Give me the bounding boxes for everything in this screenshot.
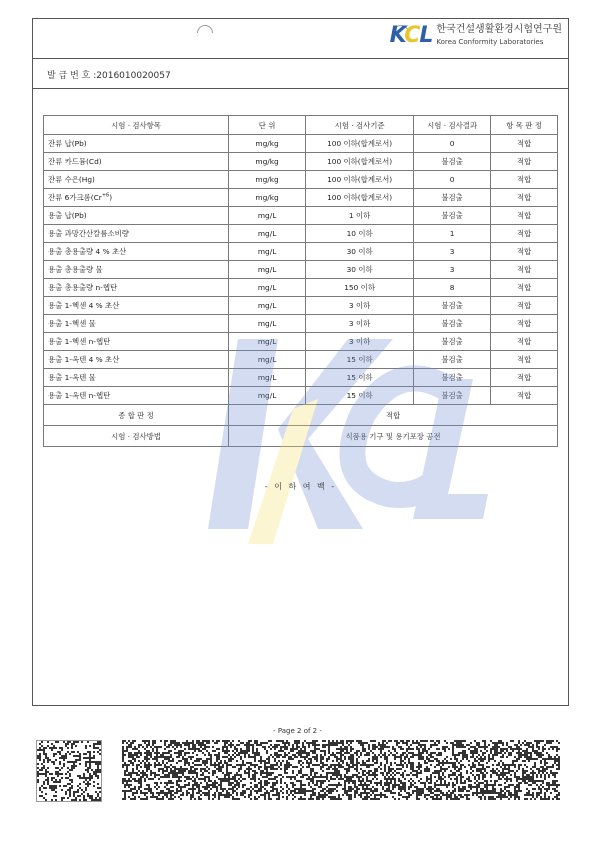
issue-number [47,68,171,81]
table-row [44,315,558,333]
judgment-cell: 적합 [491,225,558,243]
standard-cell: 15 이하 [306,387,414,405]
table-row [44,369,558,387]
test-item-cell [44,279,229,297]
col-header-item: 시험 · 검사항목 [44,116,229,135]
standard-cell: 10 이하 [306,225,414,243]
page-number: - Page 2 of 2 - [273,727,322,735]
standard-cell: 30 이하 [306,261,414,279]
test-item-cell [44,387,229,405]
judgment-cell: 적합 [491,387,558,405]
judgment-cell: 적합 [491,351,558,369]
test-item-name: 용출 총용출량 n-헵탄 [48,283,118,292]
result-cell: 불검출 [414,153,491,171]
col-header-result: 시험 · 검사결과 [414,116,491,135]
punch-hole-mark [197,25,213,33]
standard-cell: 100 이하(합계로서) [306,153,414,171]
document-header [33,19,568,59]
result-cell: 3 [414,243,491,261]
unit-cell: mg/L [229,225,306,243]
test-item-name: 잔류 수은(Hg) [48,175,95,184]
test-item-cell [44,243,229,261]
result-cell: 불검출 [414,387,491,405]
test-item-name-end: ) [109,193,113,202]
issue-number-value: 2016010020057 [96,71,171,81]
test-item-name: 용출 1-헥센 4 % 초산 [48,301,120,310]
test-method-label: 시험 · 검사방법 [44,426,229,447]
unit-cell: mg/kg [229,171,306,189]
col-header-judgment: 항 목 판 정 [491,116,558,135]
test-item-cell [44,189,229,207]
test-item-name: 용출 1-옥텐 4 % 초산 [48,355,120,364]
unit-cell: mg/kg [229,189,306,207]
unit-cell: mg/L [229,315,306,333]
judgment-cell: 적합 [491,207,558,225]
judgment-cell: 적합 [491,171,558,189]
test-item-name: 용출 1-헥센 n-헵탄 [48,337,111,346]
result-cell: 3 [414,261,491,279]
kcl-logo [390,23,562,48]
judgment-cell: 적합 [491,261,558,279]
issue-number-label: 발 급 번 호 : [47,71,97,81]
test-item-name: 잔류 카드뮴(Cd) [48,157,102,166]
test-item-cell [44,369,229,387]
table-row [44,189,558,207]
judgment-cell: 적합 [491,315,558,333]
unit-cell: mg/kg [229,135,306,153]
test-item-cell [44,207,229,225]
document-frame [32,18,569,706]
security-barcode [122,740,560,800]
table-row [44,171,558,189]
result-cell: 불검출 [414,333,491,351]
result-cell: 8 [414,279,491,297]
result-cell: 1 [414,225,491,243]
table-row [44,207,558,225]
test-item-cell [44,351,229,369]
unit-cell: mg/L [229,351,306,369]
security-code-small [36,740,102,802]
standard-cell: 15 이하 [306,369,414,387]
issue-number-row [33,59,568,89]
test-item-cell [44,261,229,279]
table-row [44,279,558,297]
test-results-table [43,115,558,447]
table-row [44,387,558,405]
table-row [44,225,558,243]
test-item-name: 용출 총용출량 물 [48,265,103,274]
test-method-value: 식품용 기구 및 용기포장 공전 [229,426,558,447]
standard-cell: 150 이하 [306,279,414,297]
judgment-cell: 적합 [491,153,558,171]
judgment-cell: 적합 [491,297,558,315]
result-cell: 불검출 [414,351,491,369]
standard-cell: 30 이하 [306,243,414,261]
test-item-cell [44,171,229,189]
result-cell: 불검출 [414,189,491,207]
org-name-english: Korea Conformity Laboratories [436,37,544,46]
end-of-content-note: - 이 하 여 백 - [264,482,337,491]
standard-cell: 1 이하 [306,207,414,225]
unit-cell: mg/L [229,333,306,351]
standard-cell: 3 이하 [306,297,414,315]
unit-cell: mg/L [229,387,306,405]
overall-judgment-value: 적합 [229,405,558,426]
result-cell: 0 [414,135,491,153]
test-item-cell [44,153,229,171]
overall-judgment-row [44,405,558,426]
col-header-standard: 시험 · 검사기준 [306,116,414,135]
unit-cell: mg/kg [229,153,306,171]
logo-mark: KCL [389,23,433,48]
table-header-row [44,116,558,135]
judgment-cell: 적합 [491,279,558,297]
result-cell: 불검출 [414,207,491,225]
unit-cell: mg/L [229,297,306,315]
judgment-cell: 적합 [491,333,558,351]
result-cell: 0 [414,171,491,189]
table-row [44,351,558,369]
table-row [44,261,558,279]
standard-cell: 3 이하 [306,315,414,333]
unit-cell: mg/L [229,369,306,387]
standard-cell: 3 이하 [306,333,414,351]
overall-judgment-label: 종 합 판 정 [44,405,229,426]
test-item-name: 용출 1-옥텐 n-헵탄 [48,391,111,400]
unit-cell: mg/L [229,279,306,297]
table-row [44,243,558,261]
test-item-name: 용출 과망간산칼륨소비량 [48,229,129,238]
test-item-name: 용출 1-헥센 물 [48,319,96,328]
test-item-name: 잔류 6가크롬(Cr [48,193,102,202]
judgment-cell: 적합 [491,243,558,261]
col-header-unit: 단 위 [229,116,306,135]
test-item-cell [44,225,229,243]
judgment-cell: 적합 [491,189,558,207]
unit-cell: mg/L [229,207,306,225]
test-item-name: 용출 납(Pb) [48,211,87,220]
standard-cell: 100 이하(합계로서) [306,135,414,153]
test-item-cell [44,315,229,333]
unit-cell: mg/L [229,261,306,279]
test-item-name: 잔류 납(Pb) [48,139,87,148]
unit-cell: mg/L [229,243,306,261]
test-item-name: 용출 총용출량 4 % 초산 [48,247,127,256]
judgment-cell: 적합 [491,369,558,387]
table-row [44,153,558,171]
judgment-cell: 적합 [491,135,558,153]
table-row [44,297,558,315]
standard-cell: 100 이하(합계로서) [306,189,414,207]
org-name-korean: 한국건설생활환경시험연구원 [436,23,562,35]
table-row [44,333,558,351]
table-row [44,135,558,153]
result-cell: 불검출 [414,315,491,333]
standard-cell: 15 이하 [306,351,414,369]
result-cell: 불검출 [414,297,491,315]
test-item-cell [44,333,229,351]
result-cell: 불검출 [414,369,491,387]
standard-cell: 100 이하(합계로서) [306,171,414,189]
test-item-superscript: +6 [101,192,110,199]
test-item-cell [44,135,229,153]
test-method-row [44,426,558,447]
test-item-name: 용출 1-옥텐 물 [48,373,96,382]
test-item-cell [44,297,229,315]
